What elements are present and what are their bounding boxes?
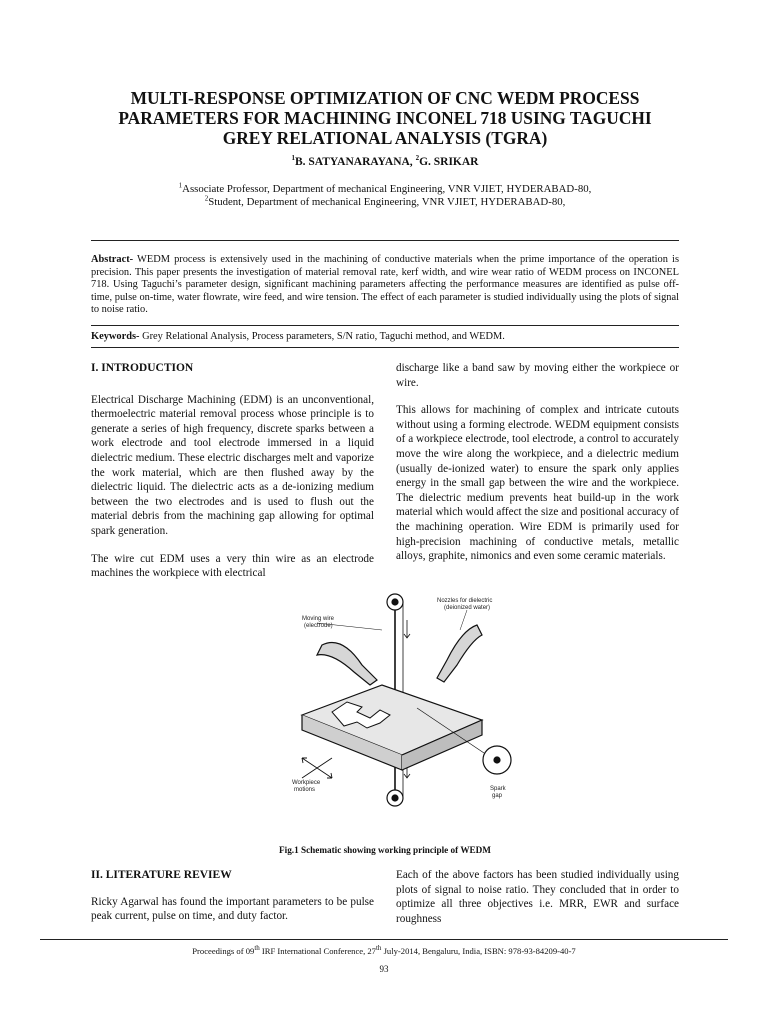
affiliation-1-sup: 1 xyxy=(178,181,183,190)
label-nozzles: Nozzles for dielectric xyxy=(437,598,493,604)
footer-citation xyxy=(40,946,728,956)
footer-rule xyxy=(40,939,728,940)
affiliation-1 xyxy=(90,183,680,196)
label-spark-2: gap xyxy=(492,793,503,799)
lit-review-paragraph-1: Ricky Agarwal has found the important parameters to be pulse peak current, pulse on time, and duty factor. xyxy=(91,895,374,923)
intro-paragraph-4: This allows for machining of complex and intricate cutouts without using a forming electrode. WEDM equipment consists of a workpiece electrode, tool electrode, a control to accurately move the wire along the workpiece, and a dielectric medium (usually de-ionized water) to ensure the spark only applies energy in the small gap between the wire and the workpiece. The dielectric medium prevents heat build-up in the work material which would affect the size and positional accuracy of the machining operation. Wire EDM is primarily used for high-precision machining of conductive metals, metallic alloys, graphite, nimonics and even some ceramic materials. xyxy=(396,404,679,563)
intro-paragraph-3: discharge like a band saw by moving either the workpiece or wire. xyxy=(396,362,679,389)
right-column-bottom xyxy=(396,868,679,939)
author-1: B. SATYANARAYANA, xyxy=(294,156,416,168)
author-2-sup: 2 xyxy=(415,154,420,163)
footer-sup-2: th xyxy=(375,944,382,953)
title-line-2: PARAMETERS FOR MACHINING INCONEL 718 USING TAGUCHI xyxy=(118,108,652,128)
section-2-heading: II. LITERATURE REVIEW xyxy=(91,869,232,881)
author-1-sup: 1 xyxy=(291,154,295,163)
keywords-top-rule xyxy=(91,325,679,326)
keywords-bottom-rule xyxy=(91,347,679,348)
abstract-label: Abstract- xyxy=(91,254,134,265)
footer-post: July-2014, Bengaluru, India, ISBN: 978-93-84209-40-7 xyxy=(381,946,576,956)
label-spark: Spark xyxy=(490,786,506,792)
intro-paragraph-2: The wire cut EDM uses a very thin wire as an electrode machines the workpiece with electrical xyxy=(91,552,374,580)
lit-review-paragraph-2: Each of the above factors has been studied individually using plots of signal to noise ratio. They concluded that in order to optimize all three objectives i.e. MRR, EWR and surface roughness xyxy=(396,869,679,925)
title-line-1: MULTI-RESPONSE OPTIMIZATION OF CNC WEDM PROCESS xyxy=(130,88,640,108)
author-2: G. SRIKAR xyxy=(419,156,479,168)
affiliation-2 xyxy=(90,196,680,209)
label-nozzles-2: (deionized water) xyxy=(444,605,491,611)
label-workpiece-2: motions xyxy=(294,787,316,793)
label-moving-wire: Moving wire xyxy=(302,616,335,622)
keywords-text: Grey Relational Analysis, Process parameters, S/N ratio, Taguchi method, and WEDM. xyxy=(139,331,505,342)
intro-paragraph-1: Electrical Discharge Machining (EDM) is an unconventional, thermoelectric material removal process whose principle is to generate a series of high frequency, discrete sparks between a work electrode and tool electrode immersed in a liquid dielectric medium. These electric discharges melt and vaporize the work material, which are then flushed away by the dielectric liquid. The dielectric acts as a de-ionizing medium between the two electrodes and is used to flush out the material debris from the machining gap allowing for optimal spark generation. xyxy=(91,393,374,537)
abstract-text: WEDM process is extensively used in the machining of conductive materials when the prime importance of the operation is precision. This paper presents the investigation of material removal rate, kerf width, and wire wear ratio of WEDM process on INCONEL 718. Using Taguchi’s parameter design, significant machining parameters affecting the performance measures are identified as pulse off-time, pulse on-time, water flowrate, wire feed, and wire tension. The effect of each parameter is studied individually using the plots of signal to noise ratio. xyxy=(91,254,679,316)
keywords xyxy=(91,331,679,343)
title-line-3: GREY RELATIONAL ANALYSIS (TGRA) xyxy=(222,128,548,148)
affiliations xyxy=(90,183,680,209)
label-workpiece: Workpiece xyxy=(292,780,321,786)
keywords-label: Keywords- xyxy=(91,331,140,342)
workpiece-motion-arrows xyxy=(302,758,332,778)
abstract-top-rule xyxy=(91,240,679,241)
left-column-top xyxy=(91,361,374,594)
affiliation-2-text: Student, Department of mechanical Engineering, VNR VJIET, HYDERABAD-80, xyxy=(208,196,566,208)
abstract xyxy=(91,254,679,317)
footer-pre: Proceedings of 09 xyxy=(192,946,255,956)
figure-caption: Fig.1 Schematic showing working principle of WEDM xyxy=(279,845,491,855)
right-nozzle xyxy=(437,625,482,682)
left-nozzle xyxy=(317,643,377,686)
footer-mid: IRF International Conference, 27 xyxy=(259,946,376,956)
wedm-schematic-figure xyxy=(262,590,537,830)
label-moving-wire-2: (electrode) xyxy=(304,623,333,629)
page-number: 93 xyxy=(379,964,389,974)
section-1-heading: I. INTRODUCTION xyxy=(91,362,194,374)
affiliation-1-text: Associate Professor, Department of mechanical Engineering, VNR VJIET, HYDERABAD-80, xyxy=(182,183,592,195)
right-column-top xyxy=(396,361,679,577)
authors xyxy=(90,156,680,168)
paper-title xyxy=(90,88,680,148)
affiliation-2-sup: 2 xyxy=(204,194,209,203)
left-column-bottom xyxy=(91,868,374,937)
footer-sup-1: th xyxy=(254,944,260,953)
